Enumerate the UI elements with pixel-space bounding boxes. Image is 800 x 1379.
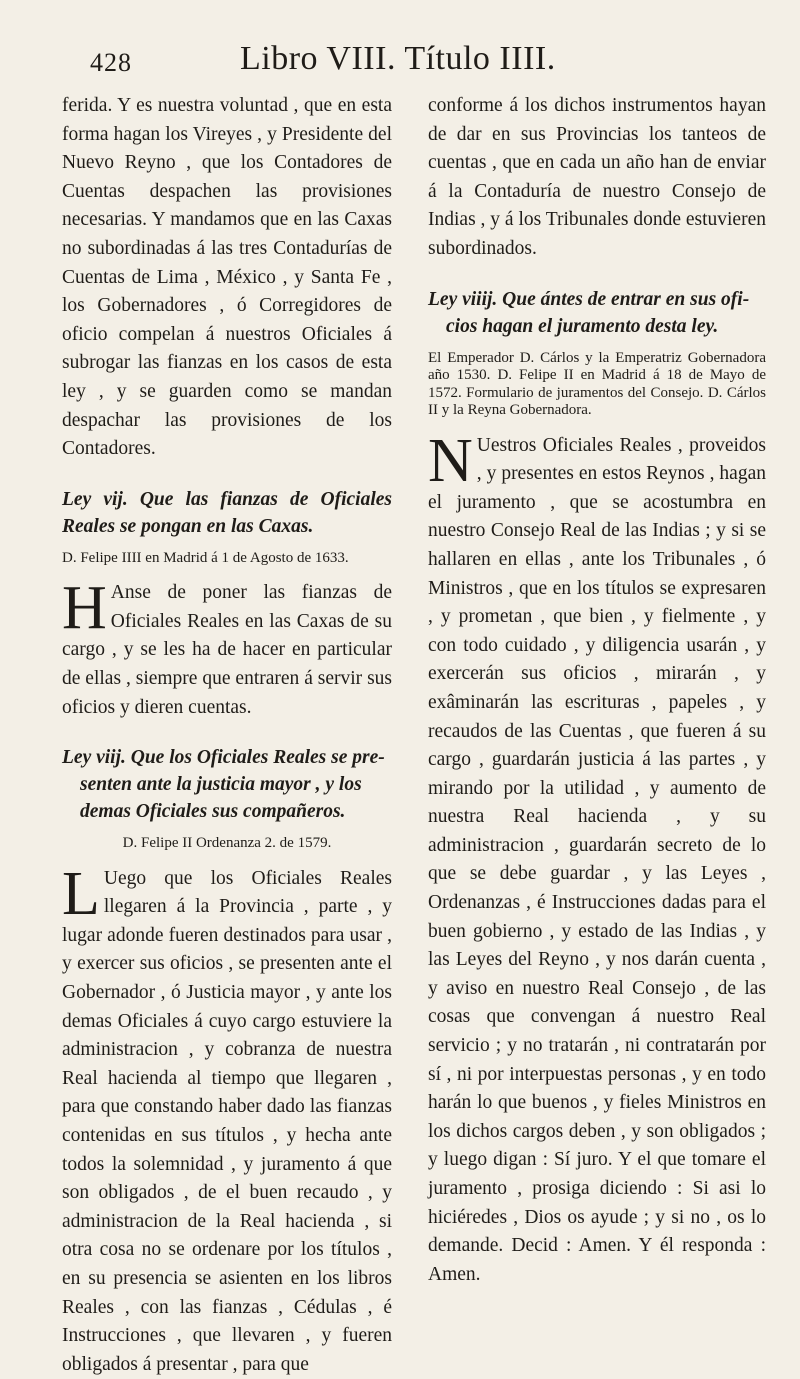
law-source: D. Felipe IIII en Madrid á 1 de Agosto de 1633. [62, 549, 349, 566]
law-heading [62, 486, 392, 540]
law-text: LUego que los Oficiales Reales llegaren á la Provincia , parte , y lugar adonde fueren destinados para usar , y exercer sus oficios , se presenten ante el Gobernador , ó Justicia mayor , y ante los demas Oficiales á cuyo cargo estuviere la administracion , y cobranza de nuestra Real hacienda al tiempo que llegaren , para que constando haber dado las fianzas contenidas en sus títulos , y hecha ante todos la solemnidad , y juramento á que son obligados , de el buen recaudo , y administracion de la Real hacienda , si otra cosa no se ordenare por los títulos , en su presencia se asienten en los libros Reales , con las fianzas , Cédulas , é Instrucciones , que llevaren , y fueren obligados á presentar , para que [62, 859, 392, 1375]
law-text: NUestros Oficiales Reales , proveidos , y presentes en estos Reynos , hagan el juramento , que se acostumbra en nuestro Consejo Real de las Indias ; y si se hallaren en ellas , ante los Tribunales , ó Ministros , que en los títulos se expresaren , y prometan , que bien , y fielmente , y con todo cuidado , y diligencia usarán , y exercerán sus oficios , mirarán , y exâminarán las escrituras , papeles , y recaudos de las Cuentas , que fueren á su cargo , guardarán justicia á las partes , y mirando por la utilidad , y aumento de nuestra Real hacienda , y su administracion , guardarán secreto de lo que se debe guardar , y las Leyes , Ordenanzas , é Instrucciones dadas para el buen gobierno , y estado de las Indias , y las Leyes del Reyno , y nos darán cuenta , y aviso en nuestro Real Consejo , de las cosas que convengan á nuestro Real servicio ; y no tratarán , ni contratarán por sí , ni por interpuestas personas , y en todo harán lo que buenos , y fieles Ministros en los dichos cargos deben , y son obligados ; y luego digan : Sí juro. Y el que tomare el juramento , prosiga diciendo : Si asi lo hiciéredes , Dios os ayude ; y si no , os lo demande. Decid : Amen. Y él responda : Amen. [428, 426, 766, 1285]
page-number: 428 [90, 48, 132, 77]
law-viiij-heading-line2: cios hagan el juramento desta ley. [446, 315, 719, 337]
law-heading [62, 744, 392, 825]
law-viij-heading-line1: Ley viij. Que los Oficiales Reales se pre- [62, 747, 385, 769]
left-column [62, 92, 392, 1379]
running-title: Libro VIII. Título IIII. [240, 40, 556, 77]
law-viiij-heading-line1: Ley viiij. Que ántes de entrar en sus ofi- [428, 288, 750, 310]
continuation-text: ferida. Y es nuestra voluntad , que en esta forma hagan los Vireyes , y Presidente del Nuevo Reyno , que los Contadores de Cuentas despachen las provisiones necesarias. Y mandamos que en las Caxas no subordinadas á las tres Contadurías de Cuentas de Lima , México , y Santa Fe , los Gobernadores , ó Corregidores de oficio compelan á nuestros Oficiales á subrogar las fianzas en los casos de esta ley , y se guarden como se mandan despachar las provisiones de los Contadores. [62, 95, 392, 460]
law-source: D. Felipe II Ordenanza 2. de 1579. [122, 835, 332, 852]
continuation-text: conforme á los dichos instrumentos hayan de dar en sus Provincias los tanteos de cuentas , que en cada un año han de enviar á la Contaduría de nuestro Consejo de Indias , y á los Tribunales donde estuvieren subordinados. [428, 95, 766, 259]
law-heading [428, 286, 766, 340]
law-viij-heading-line3: demas Oficiales sus compañeros. [80, 801, 346, 823]
law-vij-heading: Ley vij. Que las fianzas de Oficiales Reales se pongan en las Caxas. [62, 488, 392, 537]
law-text: HAnse de poner las fianzas de Oficiales Reales en las Caxas de su cargo , y se les ha de hacer en particular de ellas , siempre que entraren á servir sus oficios y dieren cuentas. [62, 574, 392, 718]
law-source: El Emperador D. Cárlos y la Emperatriz Gobernadora año 1530. D. Felipe II en Madrid á 18 de Mayo de 1572. Formulario de juramentos del Consejo. D. Cárlos II y la Reyna Gobernadora. [428, 349, 766, 419]
right-column [428, 92, 766, 1289]
law-viij-heading-line2: senten ante la justicia mayor , y los [80, 774, 362, 796]
running-head [0, 38, 800, 78]
